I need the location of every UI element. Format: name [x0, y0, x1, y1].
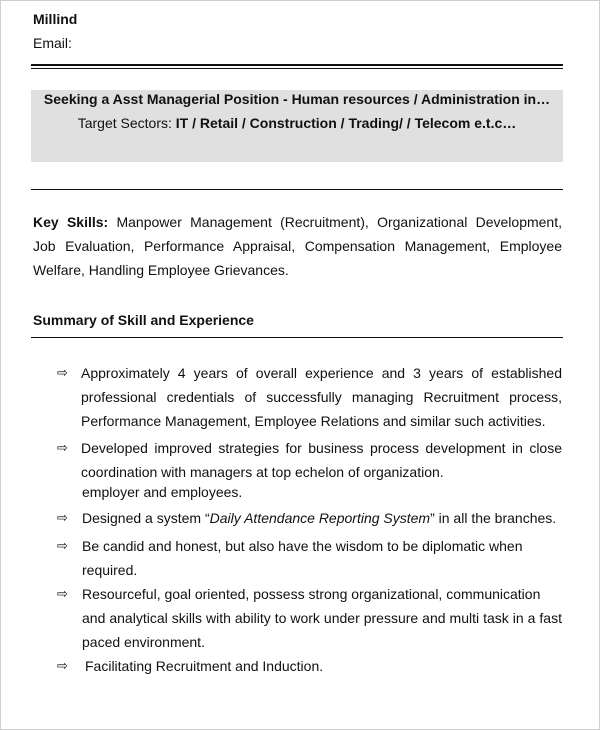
- bullet-line: employer and employees.: [82, 484, 243, 500]
- bullet-line: and analytical skills with ability to work under pressure and multi task in a fast: [82, 610, 562, 626]
- email-label: Email:: [33, 35, 72, 51]
- bullet-line: Approximately 4 years of overall experience and 3 years of established: [81, 365, 562, 381]
- bullet-line: Developed improved strategies for business process development in close: [81, 440, 562, 456]
- bullet-line: professional credentials of successfully managing Recruitment process,: [81, 389, 562, 405]
- target-sectors-label: Target Sectors:: [77, 115, 176, 131]
- right-arrow-icon: ⇨: [57, 658, 68, 673]
- double-rule-bottom: [31, 68, 563, 69]
- bullet-line: Be candid and honest, but also have the wisdom to be diplomatic when: [82, 538, 523, 554]
- key-skills-line: [33, 213, 562, 231]
- right-arrow-icon: ⇨: [57, 365, 68, 380]
- bullet-text: ” in all the branches.: [430, 510, 557, 526]
- bullet-line: required.: [82, 562, 138, 578]
- bullet-line: Facilitating Recruitment and Induction.: [85, 658, 324, 674]
- bullet-line: Resourceful, goal oriented, possess strong organizational, communication: [82, 586, 541, 602]
- divider: [31, 189, 563, 190]
- bullet-line: Performance Management, Employee Relations and similar such activities.: [81, 413, 546, 429]
- double-rule-top: [31, 64, 563, 66]
- right-arrow-icon: ⇨: [57, 538, 68, 553]
- candidate-name: Millind: [33, 11, 78, 27]
- right-arrow-icon: ⇨: [57, 510, 68, 525]
- system-name: Daily Attendance Reporting System: [209, 510, 431, 526]
- target-sectors-value: IT / Retail / Construction / Trading/ / Telecom e.t.c…: [175, 115, 517, 131]
- objective-title: Seeking a Asst Managerial Position - Human resources / Administration in…: [43, 91, 551, 107]
- bullet-line: coordination with managers at top echelon of organization.: [81, 464, 444, 480]
- right-arrow-icon: ⇨: [57, 586, 68, 601]
- summary-rule: [31, 337, 563, 338]
- summary-heading: Summary of Skill and Experience: [33, 312, 254, 328]
- target-sectors: [31, 114, 563, 132]
- bullet-line: [82, 509, 556, 527]
- key-skills-text: Manpower Management (Recruitment), Organizational Development,: [116, 214, 562, 230]
- bullet-text: Designed a system “: [82, 510, 210, 526]
- key-skills-line: Job Evaluation, Performance Appraisal, Compensation Management, Employee: [33, 238, 562, 254]
- bullet-line: paced environment.: [82, 634, 205, 650]
- right-arrow-icon: ⇨: [57, 440, 68, 455]
- key-skills-label: Key Skills:: [33, 214, 109, 230]
- key-skills-line: Welfare, Handling Employee Grievances.: [33, 262, 289, 278]
